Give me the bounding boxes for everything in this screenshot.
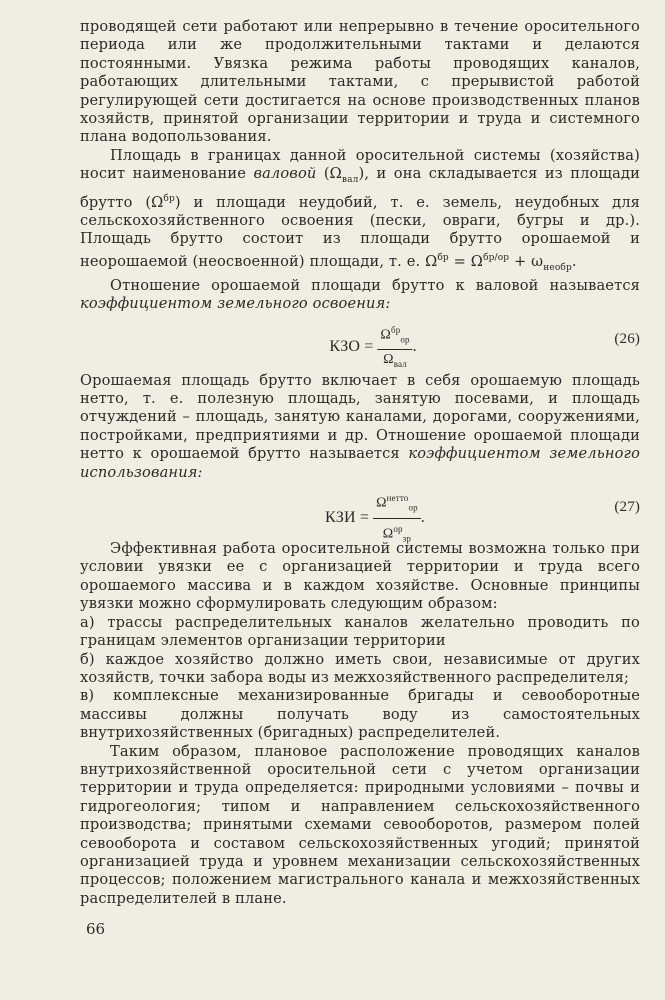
- page-number: 66: [86, 920, 106, 938]
- paragraph-5: Эффективная работа оросительной системы возможна только при условии увязки ее с организацией территории и труда всего орошаемого массива и в каждом хозяйстве. Основные принципы увязки можно сформулировать следующим образом:: [80, 540, 640, 613]
- formula-27-lhs: КЗИ =: [325, 508, 370, 526]
- formula-27-number: (27): [614, 499, 640, 516]
- formula-27: КЗИ = $\frac{\Omega^{нетто}_{ор}}{\Omega^{ор}_{зр}}$ . (27): [80, 482, 640, 540]
- formula-26: КЗО = $\frac{\Omega^{бр}_{ор}}{\Omega_{вал}}$ . (26): [80, 314, 640, 372]
- text-body: [80, 18, 640, 908]
- paragraph-2: Площадь в границах данной оросительной системы (хозяйства) носит наименование валовой $(\Omega_{вал})$, и она складывается из площади брутто $(\Omega^{бр})$ и площади неудобий, т. е. земель, неудобных для сельскохозяйственного освоения (пески, овраги, бугры и др.). Площадь брутто состоит из площади брутто орошаемой и неорошаемой (неосвоенной) площади, т. е. $\Omega^{бр} = \Omega^{бр/ор} + \omega_{необр}$.: [80, 146, 641, 273]
- paragraph-3: Отношение орошаемой площади брутто к валовой называется коэффициентом земельного освоения:: [80, 276, 640, 313]
- paragraph-4: Орошаемая площадь брутто включает в себя орошаемую площадь нетто, т. е. полезную площадь, занятую посевами, и площадь отчуждений – площадь, занятую каналами, дорогами, сооружениями, постройками, предприятиями и др. Отношение орошаемой площади нетто к орошаемой брутто называется коэффициентом земельного использования:: [80, 371, 641, 481]
- paragraph-6: Таким образом, плановое расположение проводящих каналов внутрихозяйственной оросительной сети с учетом организации территории и труда определяется: природными условиями – почвы и гидрогеология; типом и направлением сельскохозяйственного производства; принятыми схемами севооборотов, размером полей севооборота и составом сельскохозяйственных угодий; принятой организацией труда и уровнем механизации сельскохозяйственных процессов; положением магистрального канала и межхозяйственных распределителей в плане.: [80, 742, 640, 907]
- list-item: в) комплексные механизированные бригады и севооборотные массивы должны получать воду из самостоятельных внутрихозяйственных (бригадных) распределителей.: [80, 687, 640, 742]
- list-item: б) каждое хозяйство должно иметь свои, независимые от других хозяйств, точки забора воды из межхозяйственного распределителя;: [80, 650, 640, 686]
- formula-26-fraction: $\frac{\Omega^{бр}_{ор}}{\Omega_{вал}}$: [377, 322, 412, 372]
- term-valovoy: валовой: [253, 165, 317, 183]
- paragraph-1: проводящей сети работают или непрерывно в течение оросительного периода или же продолжительными тактами и делаются постоянными. Увязка режима работы проводящих каналов, работающих длительными тактами, с прерывистой работой регулирующей сети достигается на основе производственных планов хозяйств, принятой организации территории и труда и системного плана водопользования.: [80, 18, 640, 146]
- list-item: а) трассы распределительных каналов желательно проводить по границам элементов организации территории: [80, 613, 640, 650]
- formula-26-lhs: КЗО =: [329, 337, 374, 355]
- formula-26-number: (26): [614, 330, 640, 347]
- term-kzi: коэффициентом земельного использования:: [80, 445, 641, 481]
- term-kzo: коэффициентом земельного освоения:: [80, 295, 391, 313]
- principles-list: [80, 614, 640, 743]
- formula-27-fraction: $\frac{\Omega^{нетто}_{ор}}{\Omega^{ор}_{зр}}$: [373, 490, 421, 546]
